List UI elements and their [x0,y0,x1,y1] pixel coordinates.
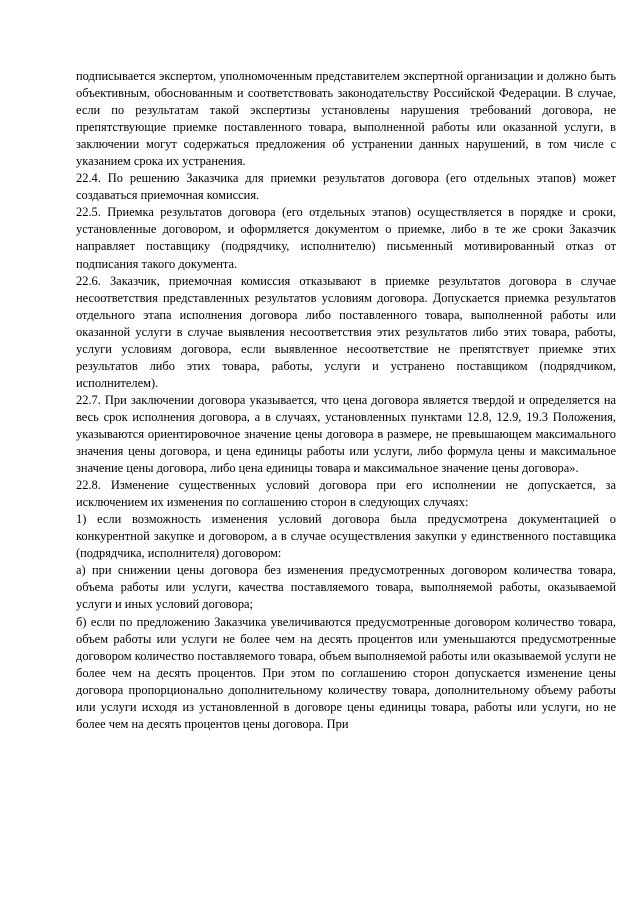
list-item-a: а) при снижении цены договора без изменения предусмотренных договором количества товара, объема работы или услуги, качества поставляемого товара, выполняемой работы, оказываемой услуги и иных условий договора; [76,563,616,612]
paragraph-22-8: 22.8. Изменение существенных условий договора при его исполнении не допускается, за исключением их изменения по соглашению сторон в следующих случаях: [76,478,616,510]
paragraph-22-7: 22.7. При заключении договора указывается, что цена договора является твердой и определяется на весь срок исполнения договора, а в случаях, установленных пунктами 12.8, 12.9, 19.3 Положения, указываются ориентировочное значение цены договора в размере, не превышающем максимального значения цены договора, и цена единицы работы или услуги, либо формула цены и максимальное значение цены договора, либо цена единицы товара и максимальное значение цены договора». [76,392,616,476]
list-item-b: б) если по предложению Заказчика увеличиваются предусмотренные договором количество товара, объем работы или услуги не более чем на десять процентов или уменьшаются предусмотренные договором количество поставляемого товара, объем выполняемой работы или оказываемой услуги не более чем на десять процентов. При этом по соглашению сторон допускается изменение цены договора пропорционально дополнительному количеству товара, дополнительному объему работы или услуги исходя из установленной в договоре цены единицы товара, работы или услуги, но не более чем на десять процентов цены договора. При [76,614,616,731]
paragraph-22-4: 22.4. По решению Заказчика для приемки результатов договора (его отдельных этапов) может создаваться приемочная комиссия. [76,171,616,203]
paragraph-expert-conclusion: подписывается экспертом, уполномоченным представителем экспертной организации и должно быть объективным, обоснованным и соответствовать законодательству Российской Федерации. В случае, если по результатам такой экспертизы установлены нарушения требований договора, не препятствующие приемке поставленного товара, выполненной работы или оказанной услуги, в заключении могут содержаться предложения об устранении данных нарушений, в том числе с указанием срока их устранения. [76,69,616,169]
paragraph-22-5: 22.5. Приемка результатов договора (его отдельных этапов) осуществляется в порядке и сроки, установленные договором, и оформляется документом о приемке, либо в те же сроки Заказчик направляет поставщику (подрядчику, исполнителю) письменный мотивированный отказ от подписания такого документа. [76,205,616,271]
paragraph-22-6: 22.6. Заказчик, приемочная комиссия отказывают в приемке результатов договора в случае несоответствия представленных результатов условиям договора. Допускается приемка результатов отдельного этапа исполнения договора либо поставленного товара, выполненной работы или оказанной услуги в случае выявления несоответствия этих результатов либо этих товара, работы, услуги условиям договора, если выявленное несоответствие не препятствует приемке этих результатов либо этих товара, работы, услуги и устранено поставщиком (подрядчиком, исполнителем). [76,273,616,390]
list-item-1: 1) если возможность изменения условий договора была предусмотрена документацией о конкурентной закупке и договором, а в случае осуществления закупки у единственного поставщика (подрядчика, исполнителя) договором: [76,512,616,561]
document-body [76,68,616,733]
